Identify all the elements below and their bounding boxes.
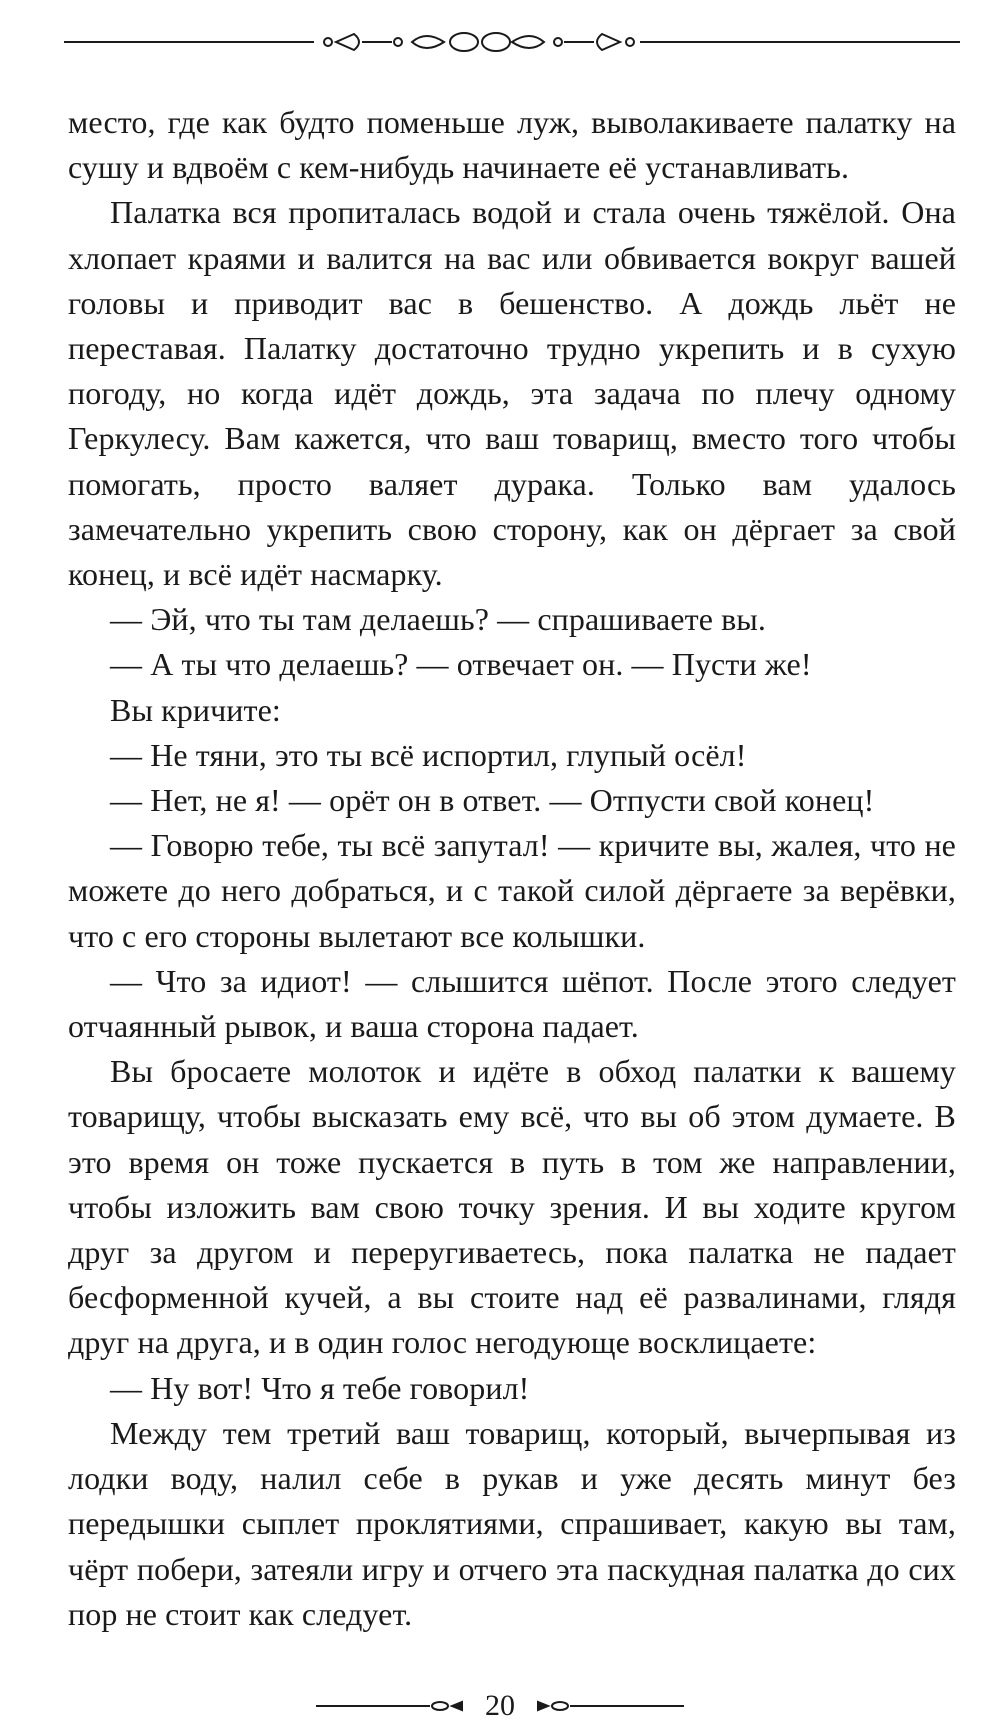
paragraph: Вы бросаете молоток и идёте в обход палатки к вашему товарищу, чтобы высказать ему всё, что вы об этом думаете. В это время он тоже пускается в путь в том же направлении, чтобы изложить вам свою точку зрения. И вы ходите кругом друг за другом и переругиваетесь, пока палатка не падает бесформенной кучей, а вы стоите над её развалинами, глядя друг на друга, и в один голос негодующе восклицаете: — [68, 1053, 956, 1361]
paragraph: — Говорю тебе, ты всё запутал! — кричите вы, жалея, что не можете до него добраться, и с такой силой дёргаете за верёвки, что с его стороны вылетают все колышки. — [68, 827, 956, 954]
page-number: 20 — [485, 1689, 515, 1722]
paragraph: — Не тяни, это ты всё испортил, глупый осёл! — [110, 736, 747, 773]
page-footer — [0, 1686, 1000, 1726]
paragraph: — А ты что делаешь? — отвечает он. — Пусти же! — [110, 646, 812, 683]
paragraph: место, где как будто поменьше луж, выволакиваете палатку на сушу и вдвоём с кем-нибудь начинаете её устанавливать. — [68, 104, 956, 186]
paragraph: — Что за идиот! — слышится шёпот. После этого следует отчаянный рывок, и ваша сторона падает. — [68, 962, 956, 1045]
paragraph: — Нет, не я! — орёт он в ответ. — Отпусти свой конец! — [110, 782, 875, 819]
body-text — [68, 100, 956, 1637]
paragraph: — Эй, что ты там делаешь? — спрашиваете вы. — [110, 601, 767, 638]
header-ornament — [64, 22, 960, 62]
paragraph: Между тем третий ваш товарищ, который, вычерпывая из лодки воду, налил себе в рукав и уже десять минут без передышки сыплет проклятиями, спрашивает, какую вы там, чёрт побери, затеяли игру и отчего эта паскудная палатка до сих пор не стоит как следует. — [68, 1414, 956, 1632]
paragraph: Вы кричите: — [110, 691, 281, 728]
paragraph: — Ну вот! Что я тебе говорил! — [110, 1369, 530, 1406]
paragraph: Палатка вся пропиталась водой и стала очень тяжёлой. Она хлопает краями и валится на вас или обвивается вокруг вашей головы и приводит вас в бешенство. А дождь льёт не переставая. Палатку достаточно трудно укрепить и в сухую погоду, но когда идёт дождь, эта задача по плечу одному Геркулесу. Вам кажется, что ваш товарищ, вместо того чтобы помогать, просто валяет дурака. Только вам удалось замечательно укрепить свою сторону, как он дёргает за свой конец, и всё идёт насмарку. — [68, 194, 956, 593]
